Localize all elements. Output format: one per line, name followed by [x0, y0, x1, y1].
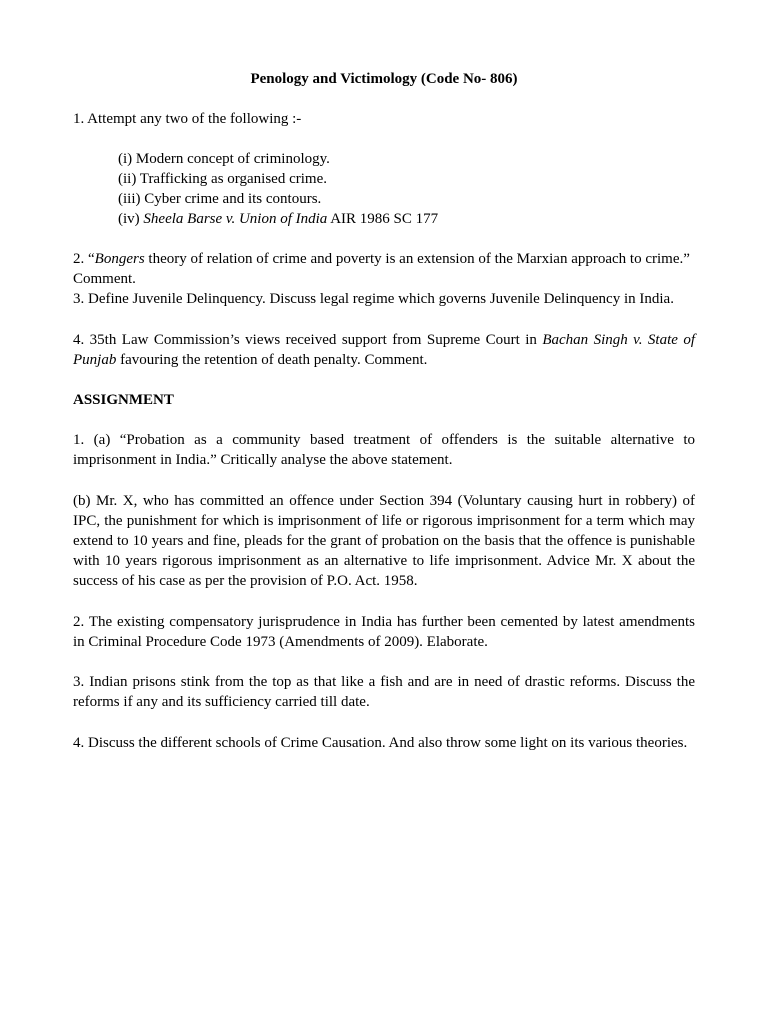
- option-4-citation: AIR 1986 SC 177: [327, 211, 439, 227]
- question-4-case-name: Bachan Singh v. State of Punjab: [73, 332, 695, 368]
- assignment-2: 2. The existing compensatory jurisprudence in India has further been cemented by latest amendments in Criminal Procedure Code 1973 (Amendments of 2009). Elaborate.: [73, 614, 695, 650]
- question-2-italic-name: Bongers: [94, 251, 145, 267]
- option-4-case-name: Sheela Barse v. Union of India: [143, 211, 328, 227]
- assignment-1a: 1. (a) “Probation as a community based treatment of offenders is the suitable alternative to imprisonment in India.” Critically analyse the above statement.: [73, 432, 695, 468]
- assignment-heading: ASSIGNMENT: [73, 392, 174, 408]
- question-4-prefix: 4. 35th Law Commission’s views received support from Supreme Court in: [73, 332, 543, 348]
- question-1-heading: 1. Attempt any two of the following :-: [73, 111, 302, 127]
- question-2: [73, 249, 695, 289]
- page-title: Penology and Victimology (Code No- 806): [250, 71, 518, 87]
- question-3: 3. Define Juvenile Delinquency. Discuss legal regime which governs Juvenile Delinquency in India.: [73, 291, 674, 307]
- question-1-option-1: (i) Modern concept of criminology.: [118, 151, 330, 167]
- question-2-prefix: 2. “: [73, 251, 95, 267]
- option-4-prefix: (iv): [118, 211, 144, 227]
- question-1-option-4: [118, 209, 438, 229]
- assignment-3: 3. Indian prisons stink from the top as that like a fish and are in need of drastic reforms. Discuss the reforms if any and its sufficiency carried till date.: [73, 674, 695, 710]
- assignment-4: 4. Discuss the different schools of Crime Causation. And also throw some light on its various theories.: [73, 735, 688, 751]
- question-1-option-3: (iii) Cyber crime and its contours.: [118, 191, 322, 207]
- question-1-option-2: (ii) Trafficking as organised crime.: [118, 171, 327, 187]
- question-2-text: theory of relation of crime and poverty is an extension of the Marxian approach to crime.” Comment.: [73, 251, 690, 287]
- question-4-text: favouring the retention of death penalty. Comment.: [116, 352, 428, 368]
- assignment-1b: (b) Mr. X, who has committed an offence under Section 394 (Voluntary causing hurt in robbery) of IPC, the punishment for which is imprisonment of life or rigorous imprisonment for a term which may extend to 10 years and fine, pleads for the grant of probation on the basis that the offence is punishable with 10 years rigorous imprisonment as an alternative to life imprisonment. Advice Mr. X about the success of his case as per the provision of P.O. Act. 1958.: [73, 493, 695, 589]
- question-4: [73, 330, 695, 370]
